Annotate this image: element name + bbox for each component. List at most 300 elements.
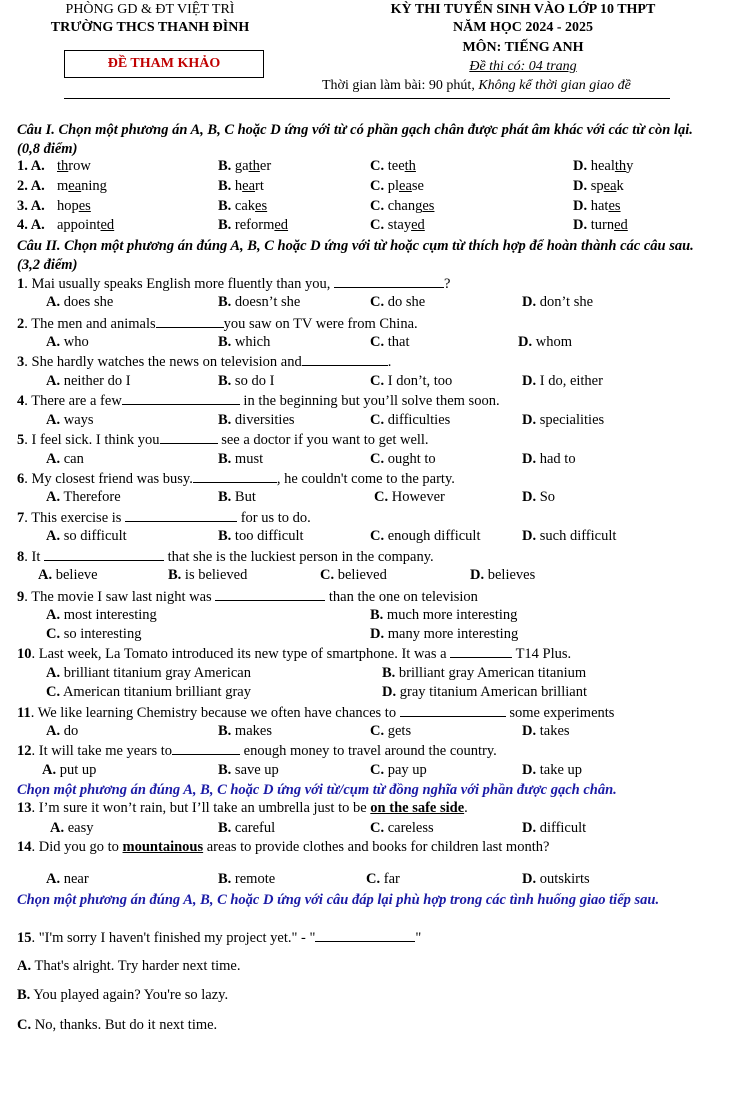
option-b[interactable] bbox=[218, 528, 304, 545]
option-b[interactable] bbox=[370, 607, 517, 624]
option-c[interactable] bbox=[370, 762, 427, 779]
option-text: Therefore bbox=[63, 489, 121, 505]
option-a[interactable] bbox=[46, 528, 127, 545]
underlined-part: ed bbox=[274, 217, 289, 233]
option-text: is believed bbox=[184, 567, 248, 583]
answer-blank[interactable] bbox=[172, 742, 240, 755]
answer-blank[interactable] bbox=[44, 548, 164, 561]
option-label: C. bbox=[370, 294, 385, 310]
word-part: k bbox=[616, 178, 624, 194]
option-d[interactable] bbox=[522, 373, 603, 390]
underlined-part: ed bbox=[411, 217, 425, 233]
underlined-part: es bbox=[78, 198, 91, 214]
option-c[interactable] bbox=[46, 684, 251, 701]
underlined-part: th bbox=[57, 158, 69, 174]
option-b[interactable] bbox=[218, 412, 295, 429]
question-number: 3 bbox=[17, 354, 25, 370]
question-number: 11 bbox=[17, 705, 31, 721]
option-label: D. bbox=[382, 684, 397, 700]
question-stem: . She hardly watches the news on television and bbox=[24, 354, 302, 370]
question-stem-end: . bbox=[464, 800, 468, 816]
question-stem: . Did you go to bbox=[31, 839, 123, 855]
option-c[interactable] bbox=[370, 294, 425, 311]
option-c[interactable] bbox=[370, 723, 411, 740]
option-text: careful bbox=[234, 820, 276, 836]
option-b[interactable] bbox=[218, 723, 272, 740]
option-d[interactable] bbox=[370, 626, 518, 643]
question-stem: . There are a few bbox=[24, 393, 122, 409]
reference-exam-label: ĐỀ THAM KHẢO bbox=[64, 50, 264, 78]
underlined-part: es bbox=[422, 198, 435, 214]
question-stem: . Mai usually speaks English more fluently than you, bbox=[24, 276, 334, 292]
question-stem: . It bbox=[24, 549, 44, 565]
option-c[interactable] bbox=[370, 334, 409, 351]
option-text: do she bbox=[387, 294, 426, 310]
question-stem: . I’m sure it won’t rain, but I’ll take an umbrella just to be bbox=[31, 800, 371, 816]
answer-blank[interactable] bbox=[125, 509, 237, 522]
question-stem-end: than the one on television bbox=[325, 589, 478, 605]
option-text: most interesting bbox=[63, 607, 157, 623]
option-label: C. bbox=[370, 820, 385, 836]
option-label: A. bbox=[46, 528, 61, 544]
question-text bbox=[17, 704, 614, 722]
option-b[interactable] bbox=[218, 871, 275, 888]
option-text: makes bbox=[234, 723, 272, 739]
option-text: ways bbox=[63, 412, 94, 428]
option-label: B. bbox=[218, 489, 232, 505]
question-number: 15 bbox=[17, 930, 32, 946]
option-a[interactable] bbox=[57, 158, 91, 175]
option-label: B. bbox=[17, 987, 31, 1003]
word-part: cak bbox=[234, 198, 256, 214]
question-text bbox=[17, 929, 421, 947]
option-label: A. bbox=[46, 665, 61, 681]
question-text bbox=[17, 392, 500, 410]
option-text: gray titanium American brilliant bbox=[399, 684, 587, 700]
underlined-part: es bbox=[255, 198, 268, 214]
word-part: rt bbox=[255, 178, 264, 194]
underlined-phrase: mountainous bbox=[122, 839, 204, 855]
option-text: I don’t, too bbox=[387, 373, 453, 389]
underlined-part: th bbox=[248, 158, 260, 174]
option-text: save up bbox=[234, 762, 279, 778]
option-text: can bbox=[63, 451, 84, 467]
option-c[interactable] bbox=[370, 217, 425, 234]
underlined-phrase: on the safe side bbox=[370, 800, 465, 816]
option-text: near bbox=[63, 871, 89, 887]
option-d[interactable] bbox=[382, 684, 587, 701]
option-label: C. bbox=[370, 373, 385, 389]
option-d[interactable] bbox=[573, 158, 633, 175]
option-text: That's alright. Try harder next time. bbox=[34, 958, 241, 974]
option-label: D. bbox=[518, 334, 533, 350]
word-part: reform bbox=[234, 217, 275, 233]
option-b[interactable] bbox=[382, 665, 586, 682]
option-label: B. bbox=[218, 294, 232, 310]
option-label: D. bbox=[470, 567, 485, 583]
option-c[interactable] bbox=[374, 489, 445, 506]
option-text: You played again? You're so lazy. bbox=[33, 987, 229, 1003]
option-a[interactable] bbox=[17, 958, 240, 975]
option-label: B. bbox=[370, 607, 384, 623]
question-number: 3. A. bbox=[17, 198, 45, 214]
option-text: had to bbox=[539, 451, 576, 467]
option-label: D. bbox=[522, 451, 537, 467]
question-stem-end: some experiments bbox=[505, 705, 615, 721]
question-text bbox=[17, 470, 455, 488]
option-label: B. bbox=[168, 567, 182, 583]
option-label: C. bbox=[46, 626, 61, 642]
question-number: 6 bbox=[17, 471, 25, 487]
option-a[interactable] bbox=[50, 820, 94, 837]
answer-blank[interactable] bbox=[400, 704, 506, 717]
option-d[interactable] bbox=[522, 723, 570, 740]
option-text: much more interesting bbox=[386, 607, 518, 623]
option-label: D. bbox=[573, 178, 588, 194]
option-a[interactable] bbox=[46, 489, 121, 506]
question-number: 2 bbox=[17, 316, 25, 332]
option-d[interactable] bbox=[573, 217, 628, 234]
option-text: enough difficult bbox=[387, 528, 481, 544]
word-part: stay bbox=[387, 217, 412, 233]
word-part: appoint bbox=[57, 217, 101, 233]
option-label: A. bbox=[46, 871, 61, 887]
option-text: However bbox=[391, 489, 445, 505]
question-number: 10 bbox=[17, 646, 32, 662]
question-stem-end: " bbox=[415, 930, 422, 946]
option-label: A. bbox=[17, 958, 32, 974]
option-a[interactable] bbox=[46, 871, 89, 888]
option-b[interactable] bbox=[218, 334, 270, 351]
option-label: D. bbox=[522, 871, 537, 887]
option-text: No, thanks. But do it next time. bbox=[34, 1017, 218, 1033]
school-name: TRƯỜNG THCS THANH ĐÌNH bbox=[50, 20, 250, 35]
option-a[interactable] bbox=[57, 198, 91, 215]
option-text: so interesting bbox=[63, 626, 142, 642]
option-d[interactable] bbox=[522, 871, 590, 888]
option-a[interactable] bbox=[57, 217, 114, 234]
question-stem-end: areas to provide clothes and books for children last month? bbox=[203, 839, 550, 855]
option-text: that bbox=[387, 334, 410, 350]
option-label: A. bbox=[46, 412, 61, 428]
option-label: C. bbox=[370, 528, 385, 544]
underlined-part: ea bbox=[242, 178, 256, 194]
option-text: specialities bbox=[539, 412, 605, 428]
question-text bbox=[17, 645, 571, 663]
option-text: so difficult bbox=[63, 528, 127, 544]
question-number: 1 bbox=[17, 276, 25, 292]
option-text: too difficult bbox=[234, 528, 304, 544]
word-part: ning bbox=[81, 178, 107, 194]
option-text: careless bbox=[387, 820, 434, 836]
question-stem-end: ? bbox=[443, 276, 451, 292]
word-part: y bbox=[626, 158, 634, 174]
option-b[interactable] bbox=[17, 987, 228, 1004]
question-stem: . We like learning Chemistry because we often have chances to bbox=[30, 705, 400, 721]
question-number: 8 bbox=[17, 549, 25, 565]
option-label: B. bbox=[218, 723, 232, 739]
question-number: 2. A. bbox=[17, 178, 45, 194]
word-part: hat bbox=[590, 198, 609, 214]
option-label: C. bbox=[320, 567, 335, 583]
option-text: brilliant titanium gray American bbox=[63, 665, 251, 681]
option-label: D. bbox=[522, 528, 537, 544]
question-text bbox=[17, 588, 478, 606]
option-d[interactable] bbox=[573, 198, 621, 215]
option-label: A. bbox=[46, 373, 61, 389]
option-d[interactable] bbox=[573, 178, 624, 195]
question-stem-end: for us to do. bbox=[237, 510, 311, 526]
option-d[interactable] bbox=[522, 294, 593, 311]
question-stem: . The movie I saw last night was bbox=[24, 589, 216, 605]
question-stem: . The men and animals bbox=[24, 316, 156, 332]
question-stem-end: that she is the luckiest person in the company. bbox=[163, 549, 434, 565]
option-label: B. bbox=[218, 178, 232, 194]
option-label: C. bbox=[370, 723, 385, 739]
option-a[interactable] bbox=[42, 762, 96, 779]
option-b[interactable] bbox=[218, 373, 274, 390]
question-number: 4. A. bbox=[17, 217, 45, 233]
option-label: B. bbox=[218, 871, 232, 887]
option-label: B. bbox=[382, 665, 396, 681]
underlined-part: ea bbox=[68, 178, 82, 194]
option-b[interactable] bbox=[218, 451, 263, 468]
option-d[interactable] bbox=[522, 451, 576, 468]
underlined-part: ed bbox=[614, 217, 628, 233]
option-text: which bbox=[234, 334, 271, 350]
option-a[interactable] bbox=[46, 412, 94, 429]
option-label: B. bbox=[218, 158, 232, 174]
option-a[interactable] bbox=[46, 451, 84, 468]
section-4-title: Chọn một phương án đúng A, B, C hoặc D ứng với câu đáp lại phù hợp trong các tình huống giao tiếp sau. bbox=[17, 892, 660, 908]
option-b[interactable] bbox=[218, 217, 288, 234]
question-number: 14 bbox=[17, 839, 32, 855]
option-label: A. bbox=[46, 451, 61, 467]
option-c[interactable] bbox=[17, 1017, 217, 1034]
option-c[interactable] bbox=[320, 567, 387, 584]
question-text bbox=[17, 800, 468, 817]
option-c[interactable] bbox=[370, 198, 434, 215]
option-c[interactable] bbox=[370, 528, 481, 545]
question-stem: . My closest friend was busy. bbox=[24, 471, 193, 487]
answer-blank[interactable] bbox=[302, 353, 388, 366]
exam-title: KỲ THI TUYỂN SINH VÀO LỚP 10 THPT bbox=[390, 2, 656, 17]
option-c[interactable] bbox=[46, 626, 141, 643]
option-label: C. bbox=[370, 451, 385, 467]
option-label: C. bbox=[46, 684, 61, 700]
option-label: D. bbox=[573, 217, 588, 233]
option-text: outskirts bbox=[539, 871, 590, 887]
word-part: h bbox=[234, 178, 243, 194]
option-label: C. bbox=[374, 489, 389, 505]
option-label: C. bbox=[17, 1017, 32, 1033]
option-label: A. bbox=[46, 294, 61, 310]
underlined-part: ed bbox=[100, 217, 115, 233]
option-text: does she bbox=[63, 294, 114, 310]
option-a[interactable] bbox=[46, 294, 113, 311]
answer-blank[interactable] bbox=[315, 929, 415, 942]
option-text: pay up bbox=[387, 762, 427, 778]
question-text bbox=[17, 742, 497, 760]
option-c[interactable] bbox=[370, 820, 434, 837]
option-label: A. bbox=[50, 820, 65, 836]
question-text bbox=[17, 548, 434, 566]
word-part: tee bbox=[387, 158, 405, 174]
option-label: C. bbox=[370, 334, 385, 350]
option-label: C. bbox=[370, 217, 385, 233]
option-c[interactable] bbox=[370, 158, 416, 175]
option-d[interactable] bbox=[518, 334, 572, 351]
word-part: sp bbox=[590, 178, 604, 194]
question-number: 1. A. bbox=[17, 158, 45, 174]
option-label: B. bbox=[218, 451, 232, 467]
option-a[interactable] bbox=[38, 567, 98, 584]
answer-blank[interactable] bbox=[160, 431, 218, 444]
option-text: believes bbox=[487, 567, 536, 583]
option-text: far bbox=[383, 871, 400, 887]
option-text: But bbox=[234, 489, 256, 505]
option-label: B. bbox=[218, 528, 232, 544]
option-label: D. bbox=[573, 198, 588, 214]
question-text bbox=[17, 315, 418, 333]
option-text: easy bbox=[67, 820, 94, 836]
word-part: ga bbox=[234, 158, 249, 174]
option-text: neither do I bbox=[63, 373, 131, 389]
option-text: So bbox=[539, 489, 556, 505]
option-b[interactable] bbox=[218, 762, 279, 779]
question-stem: . Last week, La Tomato introduced its new type of smartphone. It was a bbox=[31, 646, 451, 662]
word-part: turn bbox=[590, 217, 615, 233]
option-label: A. bbox=[42, 762, 57, 778]
school-year: NĂM HỌC 2024 - 2025 bbox=[453, 20, 593, 35]
department: PHÒNG GD & ĐT VIỆT TRÌ bbox=[65, 2, 235, 17]
option-text: whom bbox=[535, 334, 572, 350]
option-a[interactable] bbox=[46, 665, 251, 682]
question-stem: . This exercise is bbox=[24, 510, 126, 526]
option-d[interactable] bbox=[522, 528, 616, 545]
option-a[interactable] bbox=[46, 723, 78, 740]
option-a[interactable] bbox=[57, 178, 107, 195]
option-d[interactable] bbox=[470, 567, 535, 584]
option-label: D. bbox=[522, 294, 537, 310]
answer-blank[interactable] bbox=[334, 275, 444, 288]
question-stem: . It will take me years to bbox=[31, 743, 173, 759]
underlined-part: th bbox=[614, 158, 627, 174]
divider bbox=[64, 98, 670, 99]
option-label: A. bbox=[46, 334, 61, 350]
question-number: 5 bbox=[17, 432, 25, 448]
option-d[interactable] bbox=[522, 489, 555, 506]
option-text: such difficult bbox=[539, 528, 617, 544]
answer-blank[interactable] bbox=[215, 588, 325, 601]
question-stem-end: . bbox=[387, 354, 392, 370]
option-b[interactable] bbox=[218, 158, 271, 175]
question-text bbox=[17, 839, 549, 856]
question-stem-end: see a doctor if you want to get well. bbox=[217, 432, 429, 448]
question-stem: . "I'm sorry I haven't finished my project yet." - " bbox=[31, 930, 316, 946]
option-a[interactable] bbox=[46, 373, 131, 390]
option-b[interactable] bbox=[218, 489, 256, 506]
word-part: m bbox=[57, 178, 69, 194]
option-text: American titanium brilliant gray bbox=[62, 684, 251, 700]
option-b[interactable] bbox=[218, 178, 264, 195]
underlined-part: th bbox=[404, 158, 416, 174]
option-text: difficult bbox=[539, 820, 587, 836]
option-d[interactable] bbox=[522, 820, 586, 837]
question-number: 12 bbox=[17, 743, 32, 759]
underlined-part: es bbox=[608, 198, 621, 214]
option-b[interactable] bbox=[168, 567, 247, 584]
option-b[interactable] bbox=[218, 820, 275, 837]
option-label: C. bbox=[370, 198, 385, 214]
option-label: D. bbox=[522, 762, 537, 778]
option-text: brilliant gray American titanium bbox=[398, 665, 587, 681]
option-text: take up bbox=[539, 762, 583, 778]
option-text: diversities bbox=[234, 412, 295, 428]
option-a[interactable] bbox=[46, 334, 89, 351]
option-label: D. bbox=[522, 412, 537, 428]
word-part: chang bbox=[387, 198, 423, 214]
option-text: believed bbox=[337, 567, 387, 583]
answer-blank[interactable] bbox=[156, 315, 224, 328]
option-label: C. bbox=[366, 871, 381, 887]
option-d[interactable] bbox=[522, 412, 604, 429]
option-label: D. bbox=[522, 723, 537, 739]
option-c[interactable] bbox=[370, 412, 450, 429]
question-stem-end: enough money to travel around the country. bbox=[240, 743, 497, 759]
option-b[interactable] bbox=[218, 198, 267, 215]
option-label: B. bbox=[218, 762, 232, 778]
option-c[interactable] bbox=[370, 178, 424, 195]
word-part: er bbox=[259, 158, 272, 174]
option-c[interactable] bbox=[370, 451, 436, 468]
question-number: 4 bbox=[17, 393, 25, 409]
option-label: C. bbox=[370, 762, 385, 778]
option-text: I do, either bbox=[539, 373, 603, 389]
question-number: 7 bbox=[17, 510, 25, 526]
answer-blank[interactable] bbox=[450, 645, 512, 658]
option-text: do bbox=[63, 723, 79, 739]
option-d[interactable] bbox=[522, 762, 582, 779]
time-limit: Thời gian làm bài: 90 phút, Không kể thời gian giao đề bbox=[322, 78, 631, 93]
option-label: D. bbox=[522, 489, 537, 505]
option-label: A. bbox=[46, 607, 61, 623]
option-label: A. bbox=[46, 489, 61, 505]
question-text bbox=[17, 431, 429, 449]
option-text: doesn’t she bbox=[234, 294, 301, 310]
question-number: 13 bbox=[17, 800, 32, 816]
section-3-title: Chọn một phương án đúng A, B, C hoặc D ứng với từ/cụm từ đồng nghĩa với phần được gạch chân. bbox=[17, 782, 617, 798]
option-label: A. bbox=[46, 723, 61, 739]
option-c[interactable] bbox=[366, 871, 400, 888]
option-text: who bbox=[63, 334, 89, 350]
question-stem-end: , he couldn't come to the party. bbox=[276, 471, 455, 487]
word-part: hop bbox=[57, 198, 79, 214]
option-c[interactable] bbox=[370, 373, 452, 390]
answer-blank[interactable] bbox=[193, 470, 277, 483]
option-label: B. bbox=[218, 373, 232, 389]
option-label: B. bbox=[218, 217, 232, 233]
word-part: pl bbox=[387, 178, 400, 194]
section-1-title: Câu I. Chọn một phương án A, B, C hoặc D ứng với từ có phần gạch chân được phát âm khác với các từ còn lại. (0,8 điểm) bbox=[17, 122, 693, 157]
option-b[interactable] bbox=[218, 294, 300, 311]
question-text bbox=[17, 275, 450, 293]
option-text: must bbox=[234, 451, 264, 467]
option-label: D. bbox=[522, 373, 537, 389]
answer-blank[interactable] bbox=[122, 392, 240, 405]
option-a[interactable] bbox=[46, 607, 157, 624]
option-label: C. bbox=[370, 178, 385, 194]
